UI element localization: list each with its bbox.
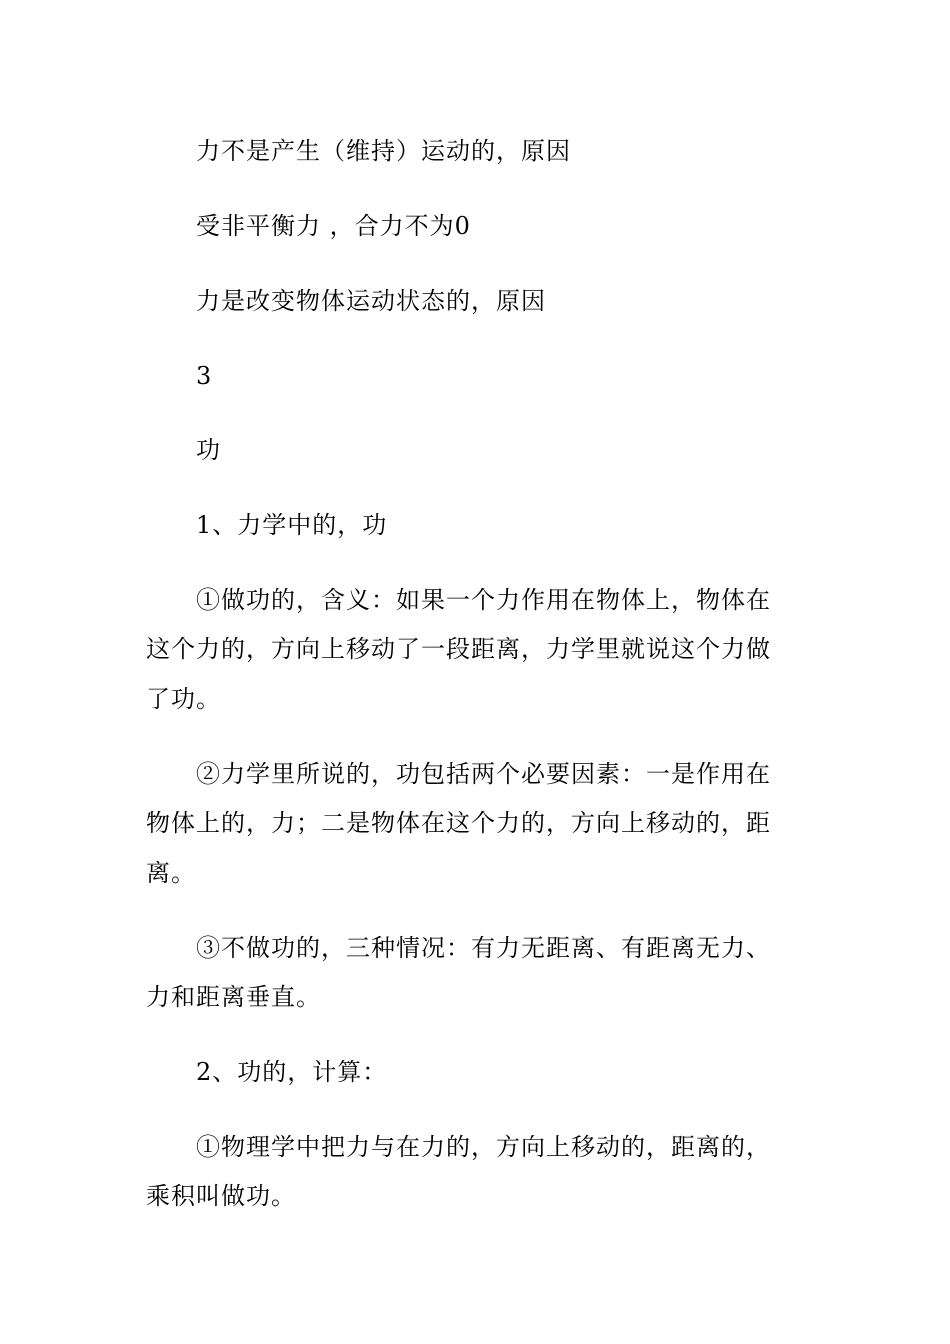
text-line: 受非平衡力 ，合力不为0: [196, 212, 471, 240]
text-line: 力不是产生（维持）运动的，原因: [196, 137, 571, 165]
paragraph-line: ①做功的，含义：如果一个力作用在物体上，物体在: [196, 586, 771, 614]
paragraph-line: ①物理学中把力与在力的，方向上移动的，距离的，: [196, 1133, 771, 1161]
paragraph-line: 物体上的，力；二是物体在这个力的，方向上移动的，距: [146, 809, 771, 837]
paragraph-line: ②力学里所说的，功包括两个必要因素：一是作用在: [196, 760, 771, 788]
paragraph-line: 力和距离垂直。: [146, 983, 321, 1011]
subsection-heading: 2、功的，计算：: [196, 1058, 388, 1086]
section-heading: 功: [196, 436, 221, 464]
paragraph-line: 乘积叫做功。: [146, 1182, 296, 1210]
section-number: 3: [196, 362, 213, 390]
paragraph-line: ③不做功的，三种情况：有力无距离、有距离无力、: [196, 934, 771, 962]
text-line: 力是改变物体运动状态的，原因: [196, 287, 546, 315]
paragraph-line: 了功。: [146, 685, 221, 713]
subsection-heading: 1、力学中的，功: [196, 511, 388, 539]
paragraph-line: 这个力的，方向上移动了一段距离，力学里就说这个力做: [146, 635, 771, 663]
paragraph-line: 离。: [146, 859, 196, 887]
